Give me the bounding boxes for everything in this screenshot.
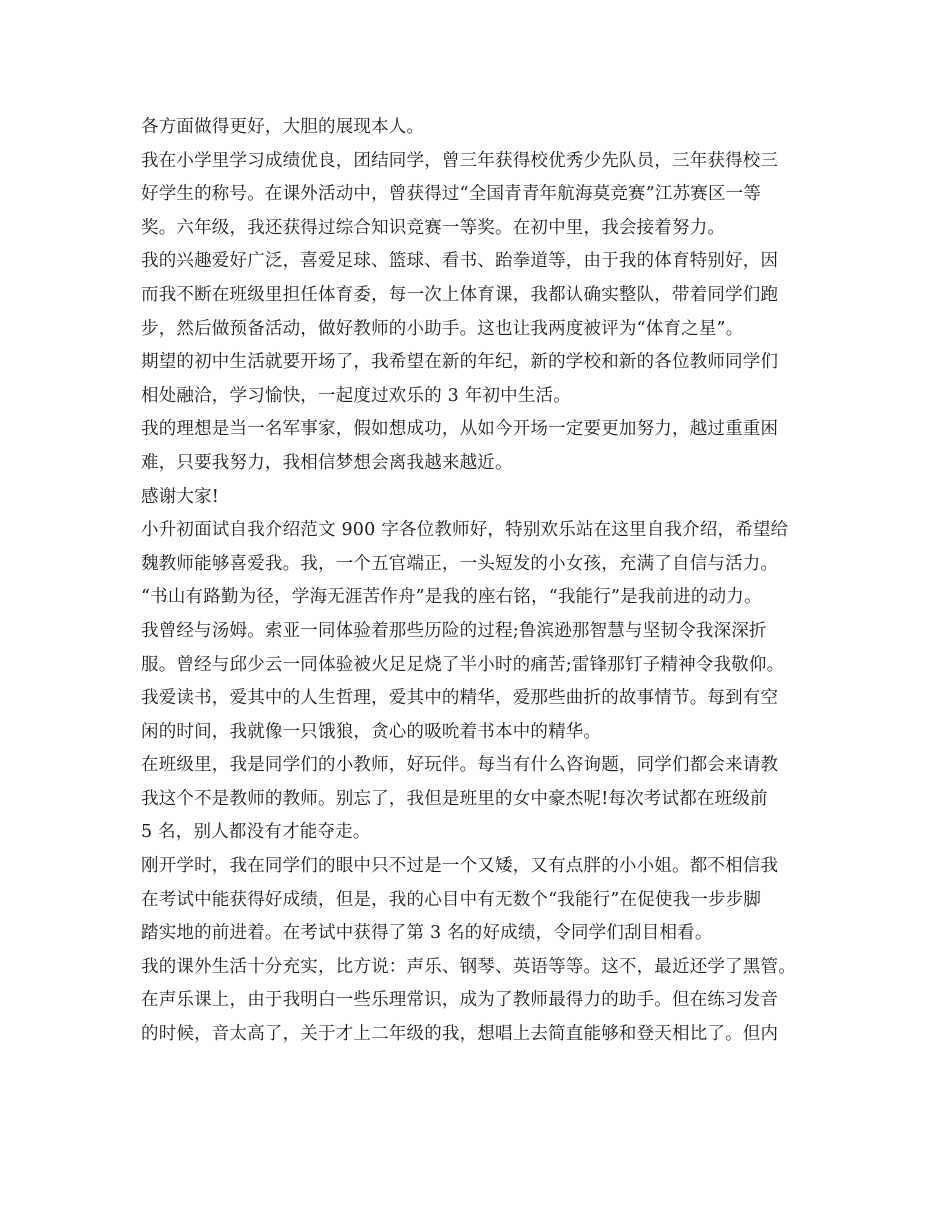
text-line: 我的课外生活十分充实，比方说：声乐、钢琴、英语等等。这不，最近还学了黑管。 <box>141 956 796 977</box>
text-line: 小升初面试自我介绍范文 900 字各位教师好，特别欢乐站在这里自我介绍，希望给 <box>141 520 789 541</box>
text-line: 我这个不是教师的教师。别忘了，我但是班里的女中豪杰呢!每次考试都在班级前 <box>141 788 768 809</box>
text-line: 我的理想是当一名军事家，假如想成功，从如今开场一定要更加努力，越过重重困 <box>141 419 779 440</box>
text-line: 我爱读书，爱其中的人生哲理，爱其中的精华，爱那些曲折的故事情节。每到有空 <box>141 688 779 709</box>
text-line: 相处融洽，学习愉快，一起度过欢乐的 3 年初中生活。 <box>141 385 571 406</box>
text-line: 在班级里，我是同学们的小教师，好玩伴。每当有什么咨询题，同学们都会来请教 <box>141 755 779 776</box>
text-line: 闲的时间，我就像一只饿狼，贪心的吸吮着书本中的精华。 <box>141 721 602 742</box>
text-line: 魏教师能够喜爱我。我，一个五官端正，一头短发的小女孩，充满了自信与活力。 <box>141 553 779 574</box>
text-line: 在声乐课上，由于我明白一些乐理常识，成为了教师最得力的助手。但在练习发音 <box>141 990 779 1011</box>
text-line: “书山有路勤为径，学海无涯苦作舟”是我的座右铭，“我能行”是我前进的动力。 <box>141 587 762 608</box>
text-line: 在考试中能获得好成绩，但是，我的心目中有无数个“我能行”在促使我一步步脚 <box>141 889 762 910</box>
text-line: 感谢大家! <box>141 486 220 507</box>
text-line: 的时候，音太高了，关于才上二年级的我，想唱上去简直能够和登天相比了。但内 <box>141 1024 779 1045</box>
text-line: 服。曾经与邱少云一同体验被火足足烧了半小时的痛苦;雷锋那钉子精神令我敬仰。 <box>141 654 785 675</box>
text-line: 各方面做得更好，大胆的展现本人。 <box>141 117 425 137</box>
text-line: 步，然后做预备活动，做好教师的小助手。这也让我两度被评为“体育之星”。 <box>141 318 744 339</box>
text-line: 我曾经与汤姆。索亚一同体验着那些历险的过程;鲁滨逊那智慧与坚韧令我深深折 <box>141 620 767 641</box>
text-line: 奖。六年级，我还获得过综合知识竞赛一等奖。在初中里，我会接着努力。 <box>141 217 726 238</box>
text-line: 刚开学时，我在同学们的眼中只不过是一个又矮，又有点胖的小小姐。都不相信我 <box>141 856 779 877</box>
document-body <box>141 111 831 1052</box>
text-line: 我的兴趣爱好广泛，喜爱足球、篮球、看书、跆拳道等，由于我的体育特别好，因 <box>141 251 779 272</box>
text-line: 我在小学里学习成绩优良，团结同学，曾三年获得校优秀少先队员，三年获得校三 <box>141 150 779 171</box>
text-line: 好学生的称号。在课外活动中，曾获得过“全国青青年航海莫竞赛”江苏赛区一等 <box>141 184 762 205</box>
text-line: 期望的初中生活就要开场了，我希望在新的年纪，新的学校和新的各位教师同学们 <box>141 352 779 373</box>
text-line: 难，只要我努力，我相信梦想会离我越来越近。 <box>141 452 513 473</box>
text-line: 而我不断在班级里担任体育委，每一次上体育课，我都认确实整队，带着同学们跑 <box>141 284 779 305</box>
text-line: 5 名，别人都没有才能夺走。 <box>141 822 371 843</box>
text-line: 踏实地的前进着。在考试中获得了第 3 名的好成绩，令同学们刮目相看。 <box>141 923 713 944</box>
